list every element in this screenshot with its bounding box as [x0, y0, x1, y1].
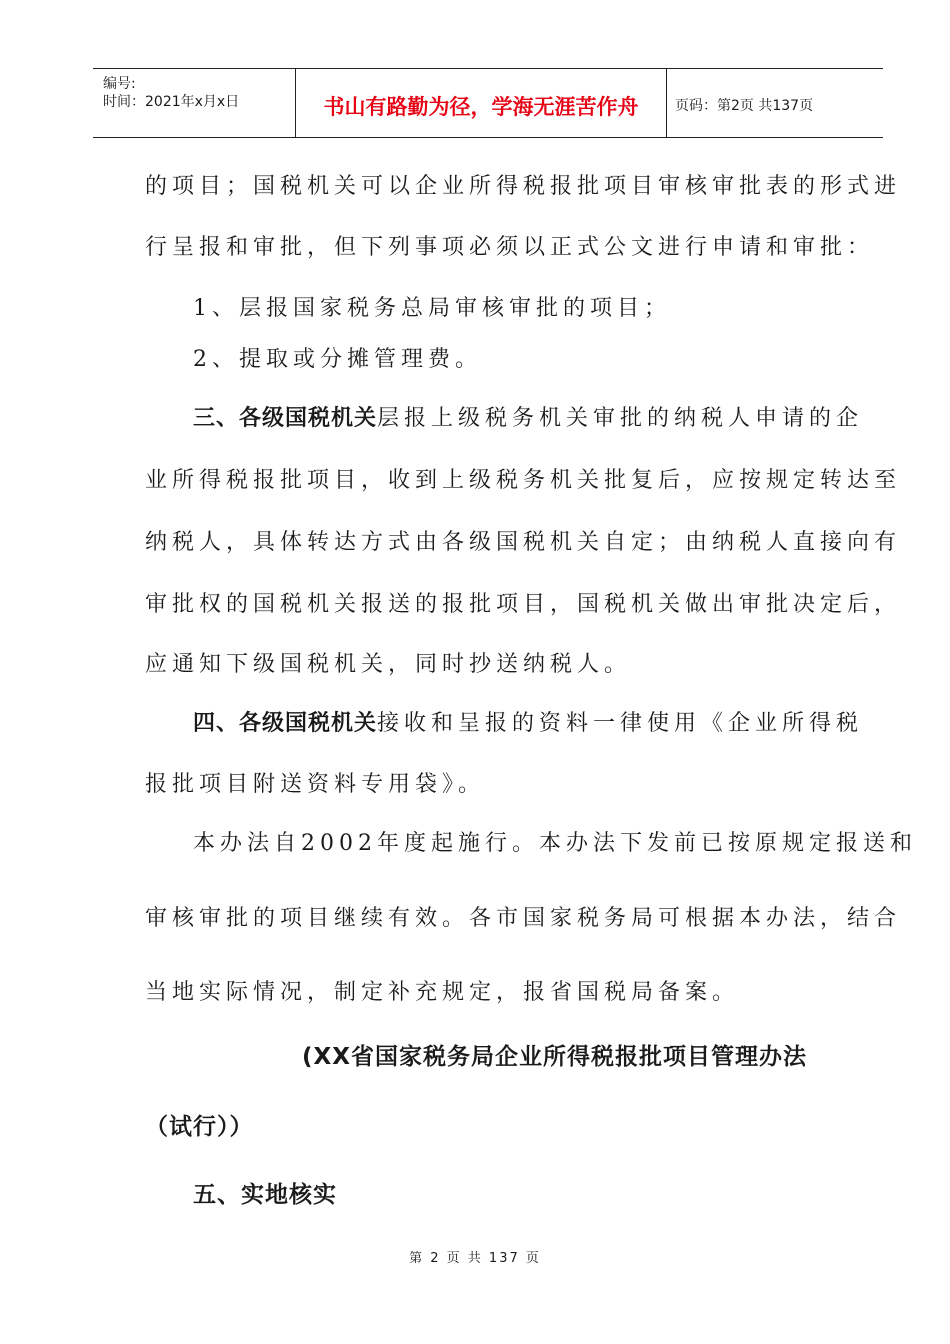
body-line: 业所得税报批项目，收到上级税务机关批复后，应按规定转达至	[145, 468, 902, 493]
body-line: 当地实际情况，制定补充规定，报省国税局备案。	[145, 980, 740, 1005]
list-item: 2、提取或分摊管理费。	[193, 347, 482, 372]
body-text: 接收和呈报的资料一律使用《企业所得税	[377, 711, 864, 736]
document-time-label: 时间：2021年x月x日	[103, 94, 240, 110]
source-citation: (XX省国家税务局企业所得税报批项目管理办法	[302, 1044, 807, 1070]
body-line: 纳税人，具体转达方式由各级国税机关自定；由纳税人直接向有	[145, 530, 902, 555]
list-item: 1、层报国家税务总局审核审批的项目；	[193, 296, 671, 321]
body-line: 报批项目附送资料专用袋》。	[145, 772, 486, 797]
body-text: 层报上级税务机关审批的纳税人申请的企	[377, 406, 864, 431]
header-page-label: 页码：第2页 共137页	[675, 98, 814, 114]
header-motto: 书山有路勤为径，学海无涯苦作舟	[323, 94, 639, 119]
page-header	[93, 68, 883, 138]
body-line	[193, 709, 863, 739]
body-line: 审批权的国税机关报送的报批项目，国税机关做出审批决定后，	[145, 592, 902, 617]
body-line	[193, 404, 863, 434]
document-number-label: 编号:	[103, 76, 136, 92]
body-line: 行呈报和审批，但下列事项必须以正式公文进行申请和审批：	[145, 235, 875, 260]
section-heading-inline: 四、各级国税机关	[193, 711, 378, 736]
body-line: 应通知下级国税机关，同时抄送纳税人。	[145, 652, 632, 677]
body-line: 本办法自2002年度起施行。本办法下发前已按原规定报送和	[193, 831, 917, 856]
section-heading: 五、实地核实	[193, 1182, 337, 1208]
section-heading-inline: 三、各级国税机关	[193, 406, 378, 431]
body-line: 的项目；国税机关可以企业所得税报批项目审核审批表的形式进	[145, 174, 902, 199]
page-footer: 第 2 页 共 137 页	[409, 1251, 541, 1266]
header-motto-cell	[296, 69, 667, 137]
source-citation-continued: （试行））	[145, 1114, 254, 1140]
header-info-cell	[93, 69, 296, 137]
body-line: 审核审批的项目继续有效。各市国家税务局可根据本办法，结合	[145, 906, 902, 931]
header-page-cell	[667, 69, 883, 137]
